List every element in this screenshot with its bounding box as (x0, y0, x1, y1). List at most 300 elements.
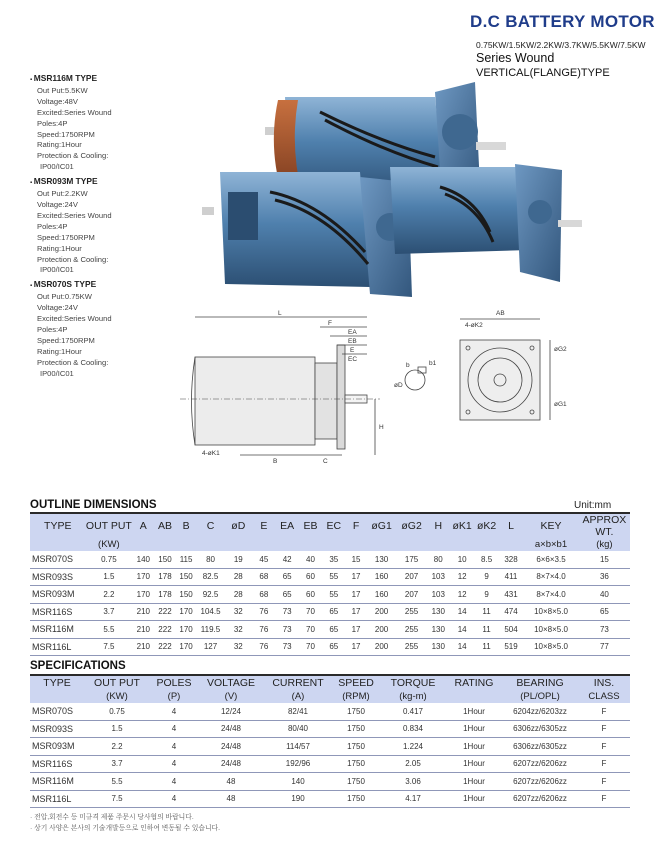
table-cell: 11 (474, 603, 498, 621)
table-cell: 10×8×5.0 (523, 621, 579, 639)
table-cell: 119.5 (197, 621, 225, 639)
table-cell: 8×7×4.0 (523, 568, 579, 586)
dim-label: F (328, 320, 332, 327)
col-header: B (176, 514, 197, 538)
table-cell: 4 (150, 703, 198, 720)
front-view-flange (460, 340, 540, 420)
type-spec: Excited:Series Wound (37, 314, 112, 324)
table-cell: 24/48 (198, 755, 264, 773)
table-cell: 6×6×3.5 (523, 551, 579, 568)
table-cell: 504 (499, 621, 523, 639)
type-spec: Poles:4P (37, 118, 68, 128)
outline-subheader-row (30, 538, 630, 551)
table-cell: 6207zz/6206zz (502, 755, 578, 773)
table-cell: 35 (322, 551, 345, 568)
type-spec: Protection & Cooling: (37, 254, 109, 264)
dim-label: E (350, 347, 355, 354)
table-cell: 4 (150, 720, 198, 738)
type-spec: IP00/IC01 (40, 162, 74, 172)
table-cell: 65 (322, 603, 345, 621)
type-name: ▪ MSR070S TYPE (30, 279, 170, 292)
table-cell: 2.2 (84, 738, 150, 756)
table-cell: 24/48 (198, 720, 264, 738)
col-header: øG1 (367, 514, 397, 538)
dim-label: L (278, 310, 282, 317)
table-cell: 48 (198, 773, 264, 791)
table-cell: 48 (198, 790, 264, 808)
table-cell: 178 (154, 586, 175, 604)
type-spec: Speed:1750RPM (37, 129, 95, 139)
table-cell: 4 (150, 755, 198, 773)
table-cell: 178 (154, 568, 175, 586)
col-header: CURRENT (264, 676, 332, 690)
table-cell: 1750 (332, 773, 380, 791)
col-header: TORQUE (380, 676, 446, 690)
specs-subheader-row (30, 690, 630, 703)
table-cell: 82/41 (264, 703, 332, 720)
table-cell: 222 (154, 603, 175, 621)
table-cell: 255 (397, 638, 427, 656)
table-cell: F (578, 790, 630, 808)
table-cell: F (578, 755, 630, 773)
col-header: A (132, 514, 154, 538)
type-list (30, 70, 170, 379)
table-row (30, 720, 630, 738)
table-cell: 80 (197, 551, 225, 568)
dim-label: øD (394, 382, 403, 389)
table-cell: 3.06 (380, 773, 446, 791)
dimension-drawing (180, 305, 580, 475)
col-subheader: a×b×b1 (523, 538, 579, 551)
type-spec: Protection & Cooling: (37, 357, 109, 367)
type-spec: Voltage:48V (37, 96, 78, 106)
model-cell: MSR093M (30, 586, 86, 604)
table-cell: 11 (474, 621, 498, 639)
col-header: øD (224, 514, 252, 538)
table-cell: 170 (132, 586, 154, 604)
col-header: H (427, 514, 450, 538)
table-cell: F (578, 720, 630, 738)
table-cell: 45 (252, 551, 275, 568)
col-header: TYPE (30, 514, 86, 538)
table-cell: 130 (427, 603, 450, 621)
model-cell: MSR093M (30, 738, 84, 756)
col-subheader: (KW) (84, 690, 150, 703)
table-cell: 1Hour (446, 703, 502, 720)
col-header: EA (276, 514, 299, 538)
table-cell: 130 (367, 551, 397, 568)
table-cell: 104.5 (197, 603, 225, 621)
unit-label: Unit:mm (574, 500, 612, 511)
dim-label: C (323, 458, 328, 465)
col-header: OUT PUT (86, 514, 133, 538)
type-block (30, 176, 170, 276)
type-block (30, 73, 170, 173)
table-cell: 519 (499, 638, 523, 656)
table-cell: 32 (224, 638, 252, 656)
col-header: øK2 (474, 514, 498, 538)
type-spec: Speed:1750RPM (37, 335, 95, 345)
table-cell: 12 (450, 586, 474, 604)
col-header: VOLTAGE (198, 676, 264, 690)
model-cell: MSR116S (30, 755, 84, 773)
table-cell: 1750 (332, 720, 380, 738)
table-cell: 32 (224, 621, 252, 639)
table-cell: 40 (299, 551, 322, 568)
type-spec: Rating:1Hour (37, 243, 82, 253)
type-spec: Rating:1Hour (37, 346, 82, 356)
table-cell: F (578, 738, 630, 756)
table-cell: 65 (322, 638, 345, 656)
outline-header-row (30, 514, 630, 538)
table-row (30, 703, 630, 720)
table-row (30, 755, 630, 773)
table-cell: 328 (499, 551, 523, 568)
col-header: F (345, 514, 366, 538)
table-row (30, 773, 630, 791)
type-spec: IP00/IC01 (40, 265, 74, 275)
table-cell: 65 (322, 621, 345, 639)
table-cell: 140 (264, 773, 332, 791)
table-cell: 255 (397, 603, 427, 621)
footnotes (30, 812, 220, 834)
table-cell: 82.5 (197, 568, 225, 586)
mount-type: VERTICAL(FLANGE)TYPE (476, 67, 610, 79)
col-subheader: (RPM) (332, 690, 380, 703)
table-cell: 60 (299, 568, 322, 586)
table-cell: 210 (132, 638, 154, 656)
model-cell: MSR116L (30, 790, 84, 808)
table-cell: 17 (345, 586, 366, 604)
table-cell: 4 (150, 790, 198, 808)
col-header: TYPE (30, 676, 84, 690)
table-cell: 73 (579, 621, 630, 639)
table-cell: 12 (450, 568, 474, 586)
table-cell: 24/48 (198, 738, 264, 756)
table-cell: 73 (276, 621, 299, 639)
table-cell: 4 (150, 738, 198, 756)
table-cell: 12/24 (198, 703, 264, 720)
type-spec: Out Put:2.2KW (37, 189, 88, 199)
table-row (30, 738, 630, 756)
model-cell: MSR116L (30, 638, 86, 656)
col-header: INS. (578, 676, 630, 690)
model-cell: MSR116M (30, 773, 84, 791)
table-cell: 76 (252, 638, 275, 656)
model-cell: MSR093S (30, 568, 86, 586)
col-subheader: (P) (150, 690, 198, 703)
table-cell: 65 (276, 586, 299, 604)
table-cell: 127 (197, 638, 225, 656)
table-cell: 411 (499, 568, 523, 586)
table-cell: 68 (252, 568, 275, 586)
table-cell: 2.2 (86, 586, 133, 604)
table-cell: 73 (276, 603, 299, 621)
table-cell: 15 (579, 551, 630, 568)
table-cell: 6207zz/6206zz (502, 773, 578, 791)
table-cell: 103 (427, 586, 450, 604)
table-cell: 60 (299, 586, 322, 604)
col-header: C (197, 514, 225, 538)
table-cell: 210 (132, 603, 154, 621)
table-cell: 11 (474, 638, 498, 656)
table-row (30, 790, 630, 808)
table-cell: 28 (224, 568, 252, 586)
page-title: D.C BATTERY MOTOR (470, 12, 655, 31)
motor-small (390, 164, 582, 282)
dim-label: 4-øK2 (465, 322, 483, 329)
table-cell: 4.17 (380, 790, 446, 808)
type-spec: Poles:4P (37, 324, 68, 334)
table-cell: 170 (132, 568, 154, 586)
table-cell: 65 (276, 568, 299, 586)
table-cell: 17 (345, 638, 366, 656)
table-cell: 1Hour (446, 738, 502, 756)
type-spec: Excited:Series Wound (37, 210, 112, 220)
table-cell: 14 (450, 638, 474, 656)
col-subheader: (PL/OPL) (502, 690, 578, 703)
table-cell: 32 (224, 603, 252, 621)
table-cell: 207 (397, 568, 427, 586)
table-cell: 431 (499, 586, 523, 604)
dim-label: EA (348, 329, 357, 336)
type-spec: Voltage:24V (37, 303, 78, 313)
specs-heading: SPECIFICATIONS (30, 660, 126, 672)
dim-label: b (406, 362, 410, 369)
table-cell: 4 (150, 773, 198, 791)
table-row (30, 621, 630, 639)
table-cell: 70 (299, 603, 322, 621)
col-subheader: (KW) (86, 538, 133, 551)
table-cell: 114/57 (264, 738, 332, 756)
table-cell: 3.7 (86, 603, 133, 621)
table-cell: 15 (345, 551, 366, 568)
table-cell: 160 (367, 586, 397, 604)
table-cell: 7.5 (86, 638, 133, 656)
table-cell: 1Hour (446, 790, 502, 808)
table-cell: 150 (176, 568, 197, 586)
table-cell: 36 (579, 568, 630, 586)
col-header: KEY (523, 514, 579, 538)
col-subheader: (V) (198, 690, 264, 703)
table-cell: 1750 (332, 755, 380, 773)
table-cell: 76 (252, 603, 275, 621)
type-spec: Speed:1750RPM (37, 232, 95, 242)
dim-label: AB (496, 310, 505, 317)
dim-label: EC (348, 356, 358, 363)
table-cell: 73 (276, 638, 299, 656)
table-cell: 160 (367, 568, 397, 586)
table-cell: 1750 (332, 703, 380, 720)
table-cell: 200 (367, 603, 397, 621)
col-header: APPROX WT. (579, 514, 630, 538)
table-cell: 14 (450, 603, 474, 621)
specs-table (30, 676, 630, 808)
table-cell: 70 (299, 621, 322, 639)
table-cell: 474 (499, 603, 523, 621)
footnote: · 상기 사양은 본사의 기술개발등으로 인하여 변동될 수 있습니다. (30, 825, 220, 832)
col-subheader: CLASS (578, 690, 630, 703)
table-cell: 6207zz/6206zz (502, 790, 578, 808)
col-header: EB (299, 514, 322, 538)
table-cell: 9 (474, 568, 498, 586)
col-header: øK1 (450, 514, 474, 538)
table-cell: 28 (224, 586, 252, 604)
type-spec: Protection & Cooling: (37, 151, 109, 161)
table-cell: 6306zz/6305zz (502, 720, 578, 738)
table-cell: 0.75 (86, 551, 133, 568)
type-spec: Out Put:0.75KW (37, 292, 92, 302)
col-header: RATING (446, 676, 502, 690)
table-cell: 10×8×5.0 (523, 638, 579, 656)
table-cell: 1Hour (446, 720, 502, 738)
table-cell: 3.7 (84, 755, 150, 773)
type-block (30, 279, 170, 379)
col-subheader: (kg-m) (380, 690, 446, 703)
table-cell: 1Hour (446, 755, 502, 773)
table-cell: 1.224 (380, 738, 446, 756)
table-row (30, 586, 630, 604)
model-cell: MSR093S (30, 720, 84, 738)
type-spec: Poles:4P (37, 221, 68, 231)
table-cell: 1750 (332, 790, 380, 808)
table-cell: 103 (427, 568, 450, 586)
table-cell: 55 (322, 586, 345, 604)
table-cell: 200 (367, 621, 397, 639)
col-header: EC (322, 514, 345, 538)
table-cell: 76 (252, 621, 275, 639)
col-subheader: (kg) (579, 538, 630, 551)
table-cell: 207 (397, 586, 427, 604)
table-cell: 8.5 (474, 551, 498, 568)
table-row (30, 551, 630, 568)
type-name: ▪ MSR093M TYPE (30, 176, 170, 189)
dim-label: øG2 (554, 346, 567, 353)
table-cell: 255 (397, 621, 427, 639)
table-cell: 0.834 (380, 720, 446, 738)
table-cell: 1Hour (446, 773, 502, 791)
table-cell: 1750 (332, 738, 380, 756)
col-header: E (252, 514, 275, 538)
table-cell: 65 (579, 603, 630, 621)
table-cell: 170 (176, 621, 197, 639)
table-cell: 80/40 (264, 720, 332, 738)
model-cell: MSR070S (30, 551, 86, 568)
model-cell: MSR070S (30, 703, 84, 720)
dim-label: øG1 (554, 401, 567, 408)
dim-label: b1 (429, 360, 437, 367)
table-cell: F (578, 703, 630, 720)
type-spec: Out Put:5.5KW (37, 85, 88, 95)
table-cell: 5.5 (84, 773, 150, 791)
table-cell: 92.5 (197, 586, 225, 604)
table-cell: 80 (427, 551, 450, 568)
table-cell: 9 (474, 586, 498, 604)
table-cell: 200 (367, 638, 397, 656)
table-cell: 5.5 (86, 621, 133, 639)
col-header: SPEED (332, 676, 380, 690)
type-spec: Voltage:24V (37, 199, 78, 209)
col-header: øG2 (397, 514, 427, 538)
outline-heading: OUTLINE DIMENSIONS (30, 499, 157, 511)
table-cell: 19 (224, 551, 252, 568)
table-cell: 55 (322, 568, 345, 586)
model-cell: MSR116M (30, 621, 86, 639)
outline-table (30, 514, 630, 656)
power-range: 0.75KW/1.5KW/2.2KW/3.7KW/5.5KW/7.5KW (476, 40, 646, 50)
table-cell: 170 (176, 638, 197, 656)
table-cell: 150 (154, 551, 175, 568)
table-cell: 70 (299, 638, 322, 656)
table-cell: 14 (450, 621, 474, 639)
side-view-body (195, 357, 315, 445)
table-cell: 175 (397, 551, 427, 568)
table-cell: 17 (345, 621, 366, 639)
table-cell: 192/96 (264, 755, 332, 773)
table-cell: 2.05 (380, 755, 446, 773)
table-cell: 6204zz/6203zz (502, 703, 578, 720)
table-row (30, 603, 630, 621)
footnote: · 전압,회전수 등 미규격 제품 주문시 당사협의 바랍니다. (30, 814, 194, 821)
type-spec: Excited:Series Wound (37, 107, 112, 117)
col-header: OUT PUT (84, 676, 150, 690)
type-spec: IP00/IC01 (40, 368, 74, 378)
table-row (30, 568, 630, 586)
table-cell: 170 (176, 603, 197, 621)
table-cell: 77 (579, 638, 630, 656)
motor-photo (190, 72, 590, 304)
type-name: ▪ MSR116M TYPE (30, 73, 170, 86)
table-cell: 6306zz/6305zz (502, 738, 578, 756)
table-cell: 210 (132, 621, 154, 639)
col-header: L (499, 514, 523, 538)
table-cell: 190 (264, 790, 332, 808)
table-cell: 1.5 (86, 568, 133, 586)
table-cell: F (578, 773, 630, 791)
table-row (30, 638, 630, 656)
type-spec: Rating:1Hour (37, 140, 82, 150)
specs-header-row (30, 676, 630, 690)
dim-label: EB (348, 338, 357, 345)
dim-label: B (273, 458, 278, 465)
table-cell: 8×7×4.0 (523, 586, 579, 604)
table-cell: 0.75 (84, 703, 150, 720)
table-cell: 140 (132, 551, 154, 568)
table-cell: 17 (345, 603, 366, 621)
table-cell: 40 (579, 586, 630, 604)
dim-label: H (379, 424, 384, 431)
table-cell: 0.417 (380, 703, 446, 720)
table-cell: 130 (427, 621, 450, 639)
col-header: AB (154, 514, 175, 538)
col-header: BEARING (502, 676, 578, 690)
dim-label: 4-øK1 (202, 450, 220, 457)
table-cell: 115 (176, 551, 197, 568)
table-cell: 10×8×5.0 (523, 603, 579, 621)
table-cell: 10 (450, 551, 474, 568)
table-cell: 130 (427, 638, 450, 656)
table-cell: 1.5 (84, 720, 150, 738)
model-cell: MSR116S (30, 603, 86, 621)
table-cell: 68 (252, 586, 275, 604)
table-cell: 7.5 (84, 790, 150, 808)
table-cell: 42 (276, 551, 299, 568)
table-cell: 222 (154, 621, 175, 639)
table-cell: 150 (176, 586, 197, 604)
table-cell: 222 (154, 638, 175, 656)
col-header: POLES (150, 676, 198, 690)
winding-type: Series Wound (476, 51, 555, 65)
